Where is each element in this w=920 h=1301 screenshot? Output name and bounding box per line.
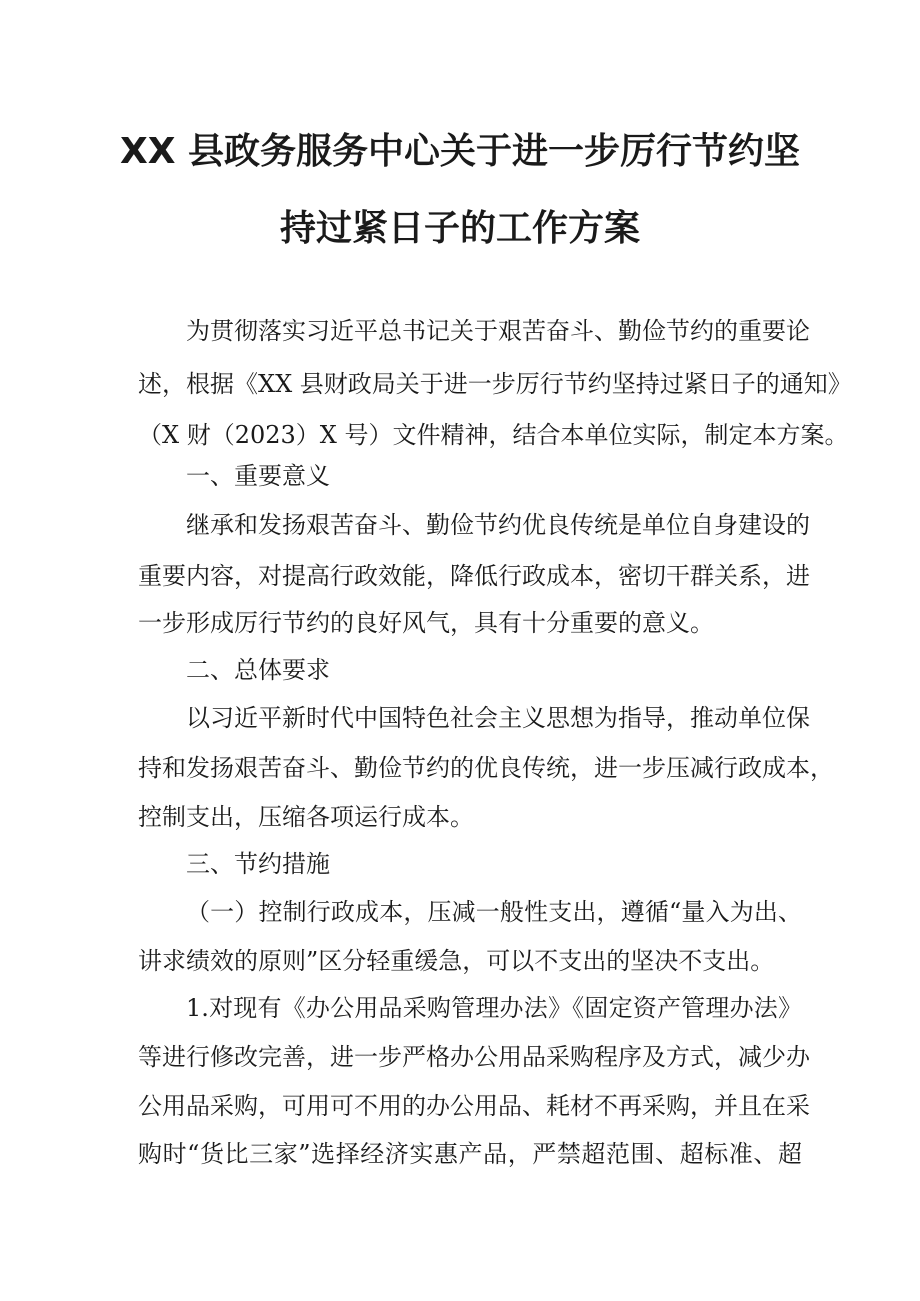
section-3-sub-1-line-2: 讲求绩效的原则”区分轻重缓急，可以不支出的坚决不支出。 <box>138 947 775 975</box>
intro-line-2: 述，根据《XX 县财政局关于进一步厉行节约坚持过紧日子的通知》 <box>138 370 852 398</box>
document-title-line-2: 持过紧日子的工作方案 <box>279 208 640 249</box>
section-1-heading: 一、重要意义 <box>186 462 330 490</box>
section-2-line-1: 以习近平新时代中国特色社会主义思想为指导，推动单位保 <box>186 704 810 732</box>
intro-line-3: （X 财（2023）X 号）文件精神，结合本单位实际，制定本方案。 <box>138 421 849 449</box>
section-3-heading: 三、节约措施 <box>186 850 330 878</box>
document-title-line-1: XX 县政务服务中心关于进一步厉行节约坚 <box>119 131 801 172</box>
section-2-heading: 二、总体要求 <box>186 656 330 684</box>
intro-line-1: 为贯彻落实习近平总书记关于艰苦奋斗、勤俭节约的重要论 <box>186 317 810 345</box>
section-2-line-3: 控制支出，压缩各项运行成本。 <box>138 803 474 831</box>
item-1-line-4: 购时“货比三家”选择经济实惠产品，严禁超范围、超标准、超 <box>138 1140 802 1168</box>
item-1-line-3: 公用品采购，可用可不用的办公用品、耗材不再采购，并且在采 <box>138 1092 810 1120</box>
section-1-line-3: 一步形成厉行节约的良好风气，具有十分重要的意义。 <box>138 609 714 637</box>
item-1-line-2: 等进行修改完善，进一步严格办公用品采购程序及方式，减少办 <box>138 1043 810 1071</box>
section-3-sub-1-line-1: （一）控制行政成本，压减一般性支出，遵循“量入为出、 <box>186 898 802 926</box>
section-1-line-2: 重要内容，对提高行政效能，降低行政成本，密切干群关系，进 <box>138 562 810 590</box>
section-1-line-1: 继承和发扬艰苦奋斗、勤俭节约优良传统是单位自身建设的 <box>186 511 810 539</box>
section-2-line-2: 持和发扬艰苦奋斗、勤俭节约的优良传统，进一步压减行政成本， <box>138 754 834 782</box>
item-1-line-1: 1.对现有《办公用品采购管理办法》《固定资产管理办法》 <box>186 994 802 1022</box>
